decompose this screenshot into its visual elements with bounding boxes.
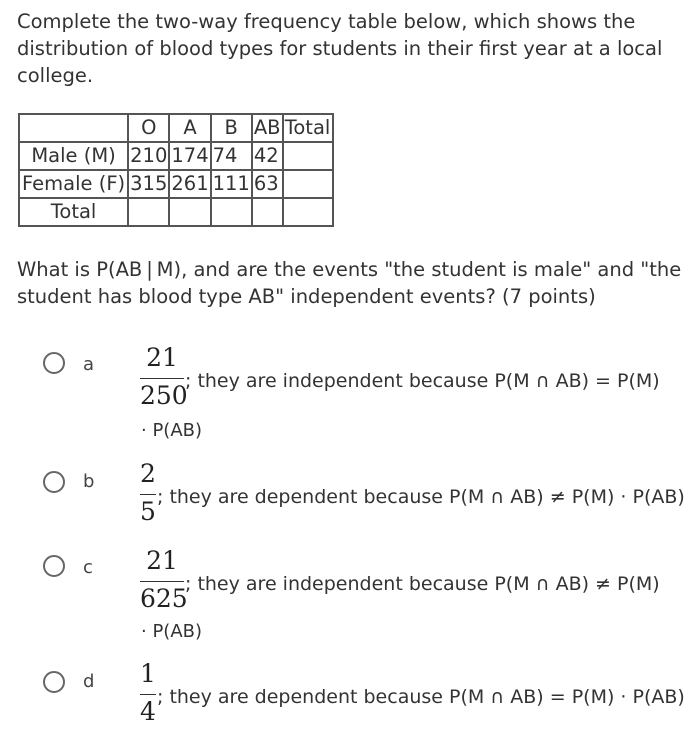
- option-text: ; they are dependent because P(M ∩ AB) = P(M) · P(AB): [157, 686, 685, 708]
- table-header-cell: Total: [283, 114, 333, 142]
- table-cell: [169, 198, 210, 226]
- table-cell: 174: [169, 142, 210, 170]
- table-cell: 63: [252, 170, 283, 198]
- option-letter: c: [83, 557, 93, 578]
- table-header-cell: O: [128, 114, 169, 142]
- table-cell: 74: [211, 142, 252, 170]
- radio-button-c[interactable]: [43, 555, 65, 577]
- option-d[interactable]: [0, 660, 698, 740]
- fraction-denominator: 4: [140, 697, 156, 726]
- fraction-numerator: 21: [146, 343, 178, 372]
- table-cell: 42: [252, 142, 283, 170]
- option-text-continuation: · P(AB): [141, 420, 203, 441]
- fraction-d: [140, 660, 156, 726]
- table-header-cell: [19, 114, 128, 142]
- option-b[interactable]: [0, 460, 698, 540]
- fraction-denominator: 5: [140, 497, 156, 526]
- fraction-bar: [140, 378, 184, 379]
- table-cell: [283, 170, 333, 198]
- row-label: Male (M): [19, 142, 128, 170]
- frequency-table: [18, 113, 334, 227]
- fraction-bar: [140, 494, 156, 495]
- option-text: ; they are independent because P(M ∩ AB) ≠ P(M): [185, 573, 660, 595]
- fraction-b: [140, 460, 156, 526]
- option-letter: d: [83, 671, 95, 692]
- option-text: ; they are dependent because P(M ∩ AB) ≠ P(M) · P(AB): [157, 486, 685, 508]
- table-cell: 261: [169, 170, 210, 198]
- option-text: ; they are independent because P(M ∩ AB) = P(M): [185, 370, 660, 392]
- question-prompt: Complete the two-way frequency table below, which shows the distribution of blood types for students in their first year at a local college.: [17, 10, 663, 87]
- table-cell: 210: [128, 142, 169, 170]
- option-c[interactable]: [0, 543, 698, 653]
- fraction-numerator: 21: [146, 546, 178, 575]
- fraction-bar: [140, 581, 184, 582]
- fraction-numerator: 1: [140, 659, 156, 688]
- row-label: Female (F): [19, 170, 128, 198]
- table-cell: [283, 198, 333, 226]
- table-row: [19, 142, 333, 170]
- option-letter: a: [83, 354, 95, 375]
- table-header-cell: B: [211, 114, 252, 142]
- table-row: [19, 170, 333, 198]
- option-a[interactable]: [0, 340, 698, 450]
- table-header-row: [19, 114, 333, 142]
- table-header-cell: AB: [252, 114, 283, 142]
- fraction-c: [140, 546, 188, 613]
- table-cell: 315: [128, 170, 169, 198]
- table-cell: 111: [211, 170, 252, 198]
- fraction-bar: [140, 694, 156, 695]
- radio-button-b[interactable]: [43, 471, 65, 493]
- table-row: [19, 198, 333, 226]
- option-letter: b: [83, 471, 95, 492]
- radio-button-d[interactable]: [43, 671, 65, 693]
- fraction-numerator: 2: [140, 459, 156, 488]
- option-text-continuation: · P(AB): [141, 621, 203, 642]
- fraction-a: [140, 343, 188, 410]
- row-label: Total: [19, 198, 128, 226]
- fraction-denominator: 625: [140, 584, 188, 613]
- table-header-cell: A: [169, 114, 210, 142]
- question-text: What is P(AB | M), and are the events "the student is male" and "the student has blood type AB" independent events? (7 points): [17, 258, 682, 308]
- table-cell: [252, 198, 283, 226]
- table-cell: [211, 198, 252, 226]
- table-cell: [128, 198, 169, 226]
- fraction-denominator: 250: [140, 381, 188, 410]
- table-cell: [283, 142, 333, 170]
- radio-button-a[interactable]: [43, 352, 65, 374]
